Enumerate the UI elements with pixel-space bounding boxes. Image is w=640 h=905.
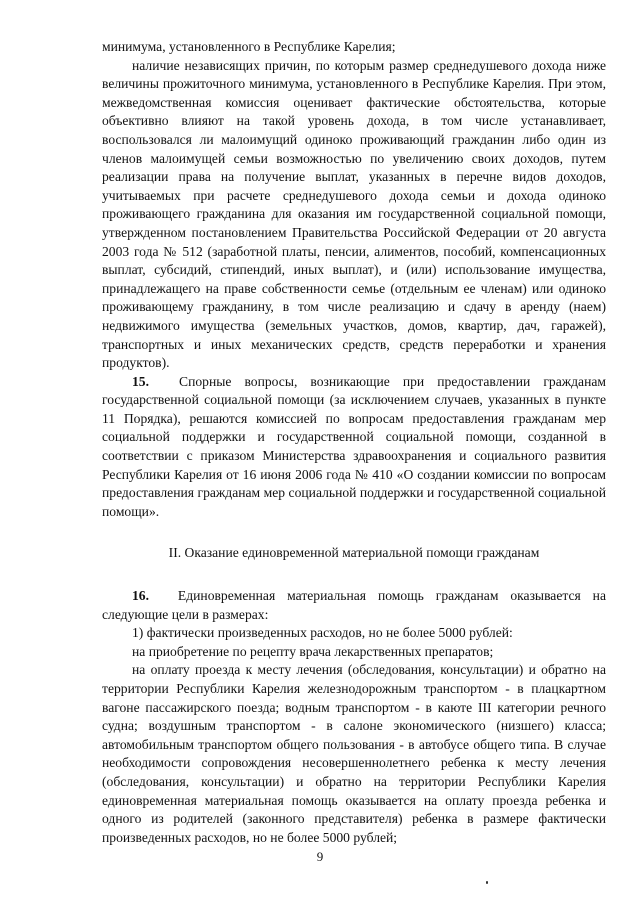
paragraph-continuation: минимума, установленного в Республике Карелия; <box>102 39 396 54</box>
scan-speck <box>486 881 488 884</box>
section-heading: II. Оказание единовременной материальной помощи гражданам <box>168 545 540 561</box>
paragraph-16 <box>102 587 606 624</box>
paragraph-independent-reasons: наличие независящих причин, по которым размер среднедушевого дохода ниже величины прожиточного минимума, установленного в Республике Карелия. При этом, межведомственная комиссия оценивает фактические обстоятельства, которые объективно влияют на такой уровень дохода, в том числе устанавливает, воспользовался ли малоимущий одиноко проживающий гражданин либо один из членов малоимущей семьи возможностью по увеличению своих доходов, путем реализации права на получение выплат, указанных в перечне видов доходов, учитываемых при расчете среднедушевого дохода семьи и дохода одиноко проживающего гражданина для оказания им государственной социальной помощи, утвержденном постановлением Правительства Российской Федерации от 20 августа 2003 года № 512 (заработной платы, пенсии, алиментов, пособий, компенсационных выплат, субсидий, стипендий, иных выплат), и (или) использование имущества, принадлежащего на праве собственности семье (отдельным ее членам) или одиноко проживающему гражданину, в том числе реализацию и сдачу в аренду (наем) недвижимого имущества (земельных участков, домов, квартир, дач, гаражей), транспортных и иных механических средств, средств переработки и хранения продуктов). <box>102 57 606 371</box>
paragraph-16-text: Единовременная материальная помощь гражданам оказывается на следующие цели в размерах: <box>102 588 606 622</box>
paragraph-medicines: на приобретение по рецепту врача лекарственных препаратов; <box>132 643 494 659</box>
document-body <box>102 38 606 847</box>
paragraph-15-text: Спорные вопросы, возникающие при предоставлении гражданам государственной социальной помощи (за исключением случаев, указанных в пункте 11 Порядка), решаются комиссией по вопросам предоставления гражданам мер социальной поддержки и государственной социальной помощи, созданной в соответствии с приказом Министерства здравоохранения и социального развития Республики Карелия от 16 июня 2006 года № 410 «О создании комиссии по вопросам предоставления гражданам мер социальной поддержки и государственной социальной помощи». <box>102 373 606 519</box>
paragraph-15 <box>102 373 606 522</box>
clause-number-15: 15. <box>132 373 149 389</box>
page-number: 9 <box>316 849 324 864</box>
paragraph-travel-costs: на оплату проезда к месту лечения (обследования, консультации) и обратно на территории Республики Карелия железнодорожным транспортом - в плацкартном вагоне пассажирского поезда; водным транспортом - в каюте III категории речного судна; воздушным транспортом - в салоне экономического (низшего) класса; автомобильным транспортом общего пользования - в автобусе общего типа. В случае необходимости сопровождения несовершеннолетнего ребенка к месту лечения (обследования, консультации) и обратно на территории Республики Карелия единовременная материальная помощь оказывается на оплату проезда ребенка и одного из родителей (законного представителя) ребенка в размере фактически произведенных расходов, но не более 5000 рублей; <box>102 662 606 845</box>
list-item-1: 1) фактически произведенных расходов, но не более 5000 рублей: <box>132 625 513 641</box>
clause-number-16: 16. <box>132 588 149 604</box>
